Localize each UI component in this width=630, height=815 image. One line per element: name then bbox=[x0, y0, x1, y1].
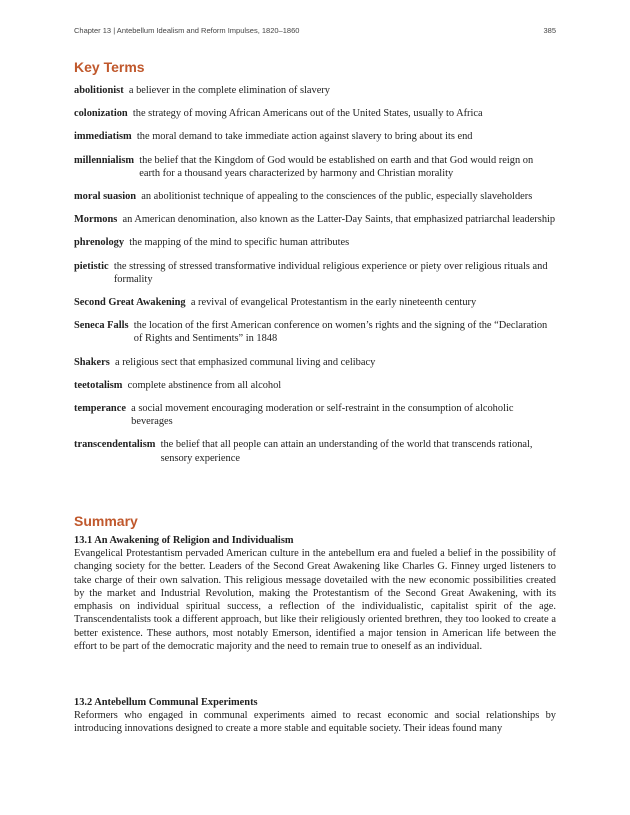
key-term-definition: the strategy of moving African Americans out of the United States, usually to Africa bbox=[132, 108, 483, 120]
running-header bbox=[74, 26, 556, 35]
key-term-word: phrenology bbox=[74, 237, 125, 249]
key-term-word: transcendentalism bbox=[74, 439, 156, 451]
summary-section-title: 13.1 An Awakening of Religion and Individualism bbox=[74, 535, 294, 546]
key-term-entry bbox=[74, 107, 556, 120]
key-term-entry bbox=[74, 154, 556, 180]
key-term-entry bbox=[74, 379, 556, 392]
summary-section-title: 13.2 Antebellum Communal Experiments bbox=[74, 697, 258, 708]
key-term-definition: complete abstinence from all alcohol bbox=[127, 379, 282, 391]
key-term-entry bbox=[74, 190, 556, 203]
key-term-definition: the location of the first American conference on women’s rights and the signing of the “Declaration of Rights and Sentiments” in 1848 bbox=[133, 320, 548, 345]
summary-heading: Summary bbox=[74, 513, 138, 529]
key-term-entry bbox=[74, 356, 556, 369]
key-term-definition: an American denomination, also known as the Latter-Day Saints, that emphasized patriarchal leadership bbox=[122, 214, 556, 226]
key-term-word: moral suasion bbox=[74, 191, 137, 203]
key-term-word: teetotalism bbox=[74, 379, 123, 391]
key-terms-heading: Key Terms bbox=[74, 59, 145, 75]
key-term-entry bbox=[74, 319, 556, 345]
key-term-entry bbox=[74, 402, 556, 428]
key-term-word: Seneca Falls bbox=[74, 320, 129, 332]
key-term-word: pietistic bbox=[74, 260, 109, 272]
key-term-word: immediatism bbox=[74, 131, 132, 143]
key-term-definition: a believer in the complete elimination of slavery bbox=[128, 85, 330, 96]
summary-paragraph: Reformers who engaged in communal experiments aimed to recast economic and social relationships by introducing innovations designed to create a more stable and equitable society. Their ideas found many bbox=[74, 710, 556, 735]
key-term-word: colonization bbox=[74, 108, 128, 120]
key-term-entry bbox=[74, 260, 556, 286]
page-number: 385 bbox=[543, 26, 556, 35]
key-term-word: abolitionist bbox=[74, 85, 124, 96]
key-term-definition: the mapping of the mind to specific human attributes bbox=[129, 237, 350, 249]
key-term-definition: an abolitionist technique of appealing to the consciences of the public, especially slaveholders bbox=[141, 191, 533, 203]
key-term-definition: a social movement encouraging moderation or self-restraint in the consumption of alcoholic beverages bbox=[131, 403, 514, 428]
key-term-definition: a religious sect that emphasized communal living and celibacy bbox=[115, 356, 376, 368]
key-term-entry bbox=[74, 236, 556, 249]
key-term-entry bbox=[74, 296, 556, 309]
key-term-entry bbox=[74, 84, 556, 97]
key-term-definition: the stressing of stressed transformative individual religious experience or piety over religious rituals and formality bbox=[113, 260, 548, 285]
key-term-definition: a revival of evangelical Protestantism in the early nineteenth century bbox=[190, 297, 477, 309]
summary-section-2 bbox=[74, 696, 556, 736]
key-term-definition: the belief that the Kingdom of God would be established on earth and that God would reign on earth for a thousand years characterized by harmony and Christian morality bbox=[139, 154, 534, 179]
key-term-entry bbox=[74, 213, 556, 226]
key-term-word: temperance bbox=[74, 403, 126, 415]
key-term-word: Shakers bbox=[74, 356, 110, 368]
key-term-definition: the belief that all people can attain an understanding of the world that transcends rational, sensory experience bbox=[160, 439, 533, 464]
key-term-definition: the moral demand to take immediate action against slavery to bring about its end bbox=[136, 131, 473, 143]
key-term-entry bbox=[74, 438, 556, 464]
key-term-word: Second Great Awakening bbox=[74, 297, 186, 309]
chapter-title: Chapter 13 | Antebellum Idealism and Reform Impulses, 1820–1860 bbox=[74, 26, 300, 35]
summary-section-1 bbox=[74, 534, 556, 653]
key-term-word: millennialism bbox=[74, 154, 135, 166]
key-terms-list bbox=[74, 84, 556, 475]
key-term-entry bbox=[74, 130, 556, 143]
key-term-word: Mormons bbox=[74, 214, 118, 226]
summary-paragraph: Evangelical Protestantism pervaded American culture in the antebellum era and fueled a belief in the possibility of changing society for the better. Leaders of the Second Great Awakening like Charles G. Finney urged listeners to take charge of their own salvation. This religious message dovetailed with the new economic possibilities created by the market and Industrial Revolution, making the Protestantism of the Second Great Awakening, with its emphasis on individual spiritual success, a reflection of the individualistic, capitalist spirit of the age. Transcendentalists took a different approach, but like their religiously oriented brethren, they too looked to create a better existence. These authors, most notably Emerson, identified a major tension in American life between the effort to be part of the democratic majority and the need to remain true to oneself as an individual. bbox=[74, 548, 556, 653]
